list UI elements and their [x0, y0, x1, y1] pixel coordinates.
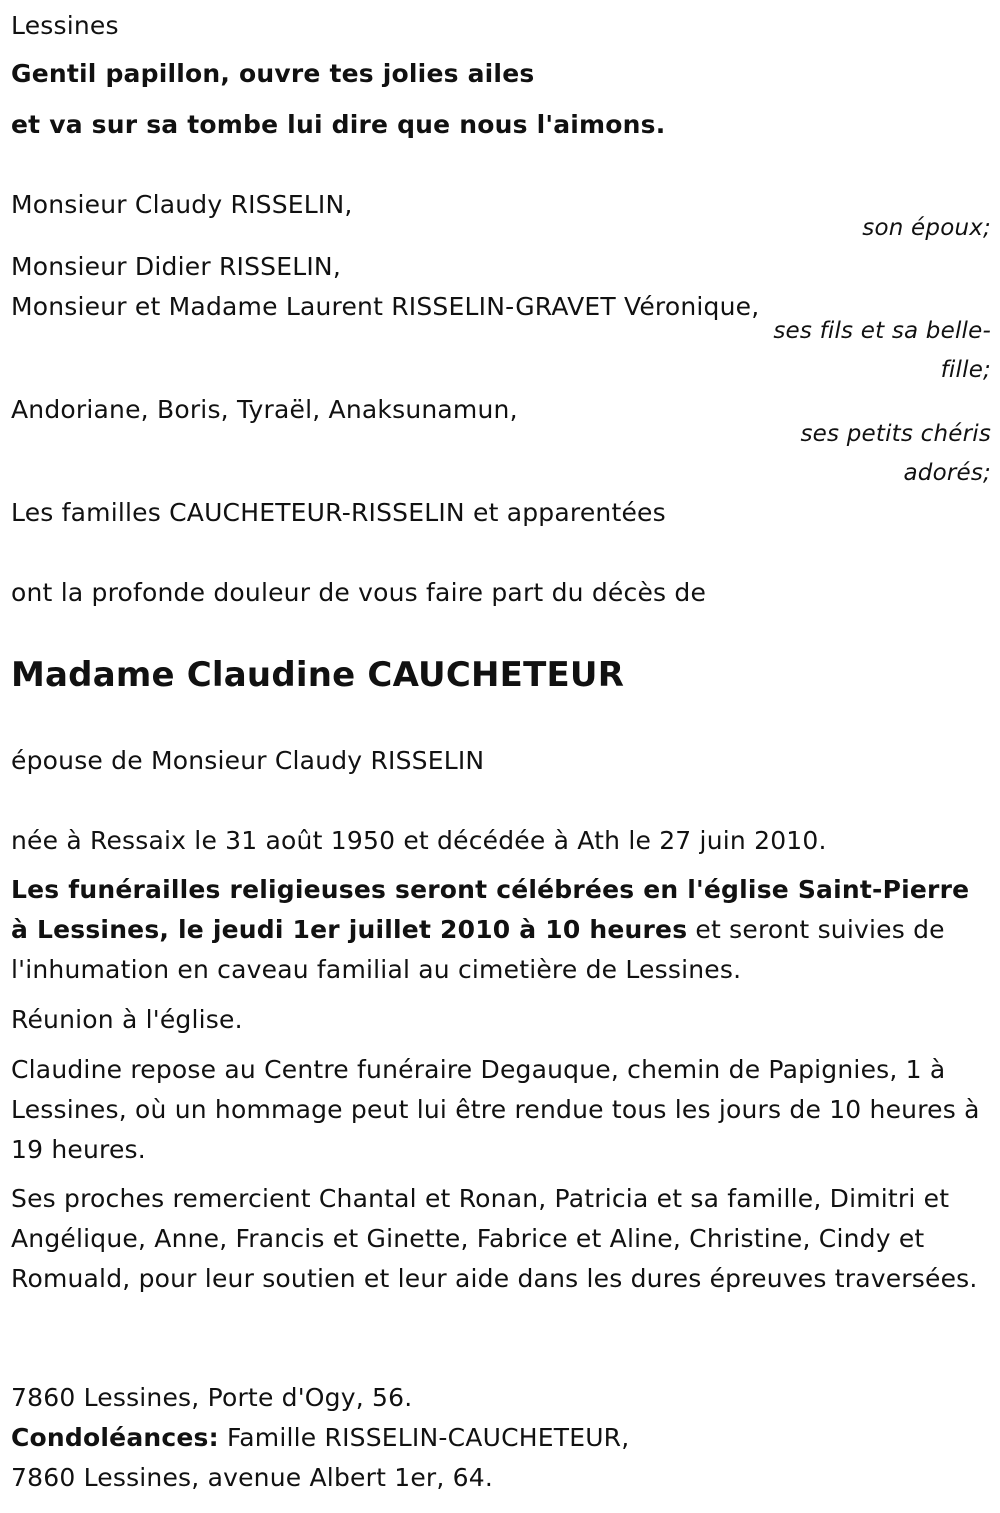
- son1-name: Monsieur Didier RISSELIN,: [11, 252, 341, 281]
- obituary-page: [11, 0, 991, 1513]
- thanks-paragraph: Ses proches remercient Chantal et Ronan, Patricia et sa famille, Dimitri et Angélique, Anne, Francis et Ginette, Fabrice et Aline, Christine, Cindy et Romuald, pour leur soutien et leur aide dans les dures épreuves traversées.: [11, 1184, 978, 1293]
- condolences-label: Condoléances:: [11, 1423, 219, 1452]
- reunion-line: Réunion à l'église.: [11, 1005, 243, 1034]
- condolences-line: [11, 1422, 629, 1454]
- families-line: Les familles CAUCHETEUR-RISSELIN et apparentées: [11, 498, 666, 527]
- announcement-intro: ont la profonde douleur de vous faire part du décès de: [11, 578, 707, 607]
- poem-line-2: et va sur sa tombe lui dire que nous l'aimons.: [11, 110, 666, 139]
- condolences-address: 7860 Lessines, avenue Albert 1er, 64.: [11, 1463, 494, 1492]
- city-heading: Lessines: [11, 11, 119, 40]
- husband-name: Monsieur Claudy RISSELIN,: [11, 190, 353, 219]
- grandchildren-names: Andoriane, Boris, Tyraël, Anaksunamun,: [11, 395, 518, 424]
- husband-role: son époux;: [862, 215, 991, 241]
- repose-paragraph: Claudine repose au Centre funéraire Degauque, chemin de Papignies, 1 à Lessines, où un hommage peut lui être rendue tous les jours de 10 heures à 19 heures.: [11, 1055, 980, 1164]
- spouse-line: épouse de Monsieur Claudy RISSELIN: [11, 746, 485, 775]
- sons-role-line1: ses fils et sa belle-: [773, 318, 991, 344]
- grandchildren-role-line1: ses petits chéris: [800, 421, 991, 447]
- funeral-normal-text: et seront suivies de l'inhumation en caveau familial au cimetière de Lessines.: [11, 915, 945, 984]
- deceased-name: Madame Claudine CAUCHETEUR: [11, 655, 625, 695]
- address-line: 7860 Lessines, Porte d'Ogy, 56.: [11, 1383, 413, 1412]
- funeral-bold-text: Les funérailles religieuses seront célébrées en l'église Saint-Pierre à Lessines, le jeudi 1er juillet 2010 à 10 heures: [11, 875, 970, 944]
- grandchildren-role-line2: adorés;: [903, 460, 991, 486]
- poem-line-1: Gentil papillon, ouvre tes jolies ailes: [11, 59, 535, 88]
- birth-death-line: née à Ressaix le 31 août 1950 et décédée à Ath le 27 juin 2010.: [11, 826, 827, 855]
- funeral-paragraph: [11, 870, 986, 990]
- son2-name: Monsieur et Madame Laurent RISSELIN-GRAVET Véronique,: [11, 292, 760, 321]
- condolences-name: Famille RISSELIN-CAUCHETEUR,: [218, 1423, 630, 1452]
- sons-role-line2: fille;: [940, 357, 991, 383]
